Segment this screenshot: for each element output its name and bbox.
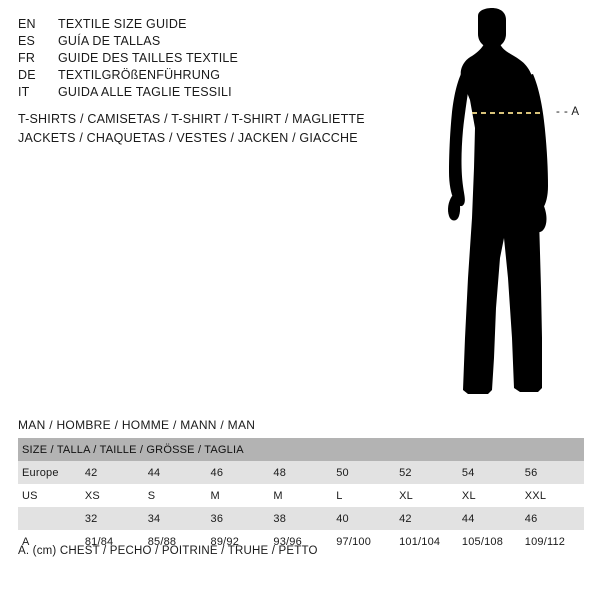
language-code: DE (18, 68, 36, 82)
table-cell: L (332, 484, 395, 507)
table-cell: 93/96 (269, 530, 332, 553)
footnote: A. (cm) CHEST / PECHO / POITRINE / TRUHE / PETTO (18, 545, 318, 557)
table-cell: M (269, 484, 332, 507)
table-header-label: SIZE / TALLA / TAILLE / GRÖSSE / TAGLIA (18, 438, 584, 461)
table-cell: 42 (81, 461, 144, 484)
table-row (18, 484, 584, 507)
table-cell: 85/88 (144, 530, 207, 553)
table-cell: 48 (269, 461, 332, 484)
row-label: Europe (18, 461, 81, 484)
table-cell: 40 (332, 507, 395, 530)
category-line-jackets: JACKETS / CHAQUETAS / VESTES / JACKEN / GIACCHE (18, 131, 358, 145)
table-cell: 56 (521, 461, 584, 484)
language-text: GUÍA DE TALLAS (58, 34, 161, 48)
language-text: GUIDA ALLE TAGLIE TESSILI (58, 85, 232, 99)
category-line-tshirts: T-SHIRTS / CAMISETAS / T-SHIRT / T-SHIRT / MAGLIETTE (18, 112, 365, 126)
table-cell: 89/92 (207, 530, 270, 553)
language-code: EN (18, 17, 36, 31)
size-table (18, 438, 584, 553)
table-cell: 44 (144, 461, 207, 484)
row-label: A (18, 530, 81, 553)
table-row (18, 461, 584, 484)
table-cell: 105/108 (458, 530, 521, 553)
man-silhouette-icon (400, 8, 600, 408)
table-cell: 42 (395, 507, 458, 530)
table-cell: 97/100 (332, 530, 395, 553)
table-cell: 46 (521, 507, 584, 530)
table-cell: 36 (207, 507, 270, 530)
table-cell: XXL (521, 484, 584, 507)
table-cell: 109/112 (521, 530, 584, 553)
table-cell: 44 (458, 507, 521, 530)
language-text: TEXTILGRÖßENFÜHRUNG (58, 68, 221, 82)
table-cell: 52 (395, 461, 458, 484)
language-text: TEXTILE SIZE GUIDE (58, 17, 187, 31)
language-header-block (18, 16, 378, 101)
table-title: MAN / HOMBRE / HOMME / MANN / MAN (18, 418, 256, 432)
row-label (18, 507, 81, 530)
man-silhouette-figure (400, 8, 600, 408)
chest-measure-label: - - A (556, 106, 580, 118)
table-cell: 34 (144, 507, 207, 530)
language-row (18, 16, 378, 33)
table-cell: 81/84 (81, 530, 144, 553)
language-code: FR (18, 51, 36, 65)
table-cell: XL (395, 484, 458, 507)
language-row (18, 67, 378, 84)
table-cell: 38 (269, 507, 332, 530)
table-cell: 101/104 (395, 530, 458, 553)
language-code: IT (18, 85, 30, 99)
size-table-area (18, 418, 584, 553)
language-row (18, 33, 378, 50)
table-cell: XL (458, 484, 521, 507)
table-cell: S (144, 484, 207, 507)
table-cell: 54 (458, 461, 521, 484)
language-row (18, 50, 378, 67)
table-cell: 46 (207, 461, 270, 484)
table-cell: 32 (81, 507, 144, 530)
table-cell: XS (81, 484, 144, 507)
table-row (18, 507, 584, 530)
category-block (18, 110, 418, 148)
row-label: US (18, 484, 81, 507)
table-cell: 50 (332, 461, 395, 484)
table-header-row (18, 438, 584, 461)
language-code: ES (18, 34, 36, 48)
language-row (18, 84, 378, 101)
language-text: GUIDE DES TAILLES TEXTILE (58, 51, 239, 65)
table-cell: M (207, 484, 270, 507)
